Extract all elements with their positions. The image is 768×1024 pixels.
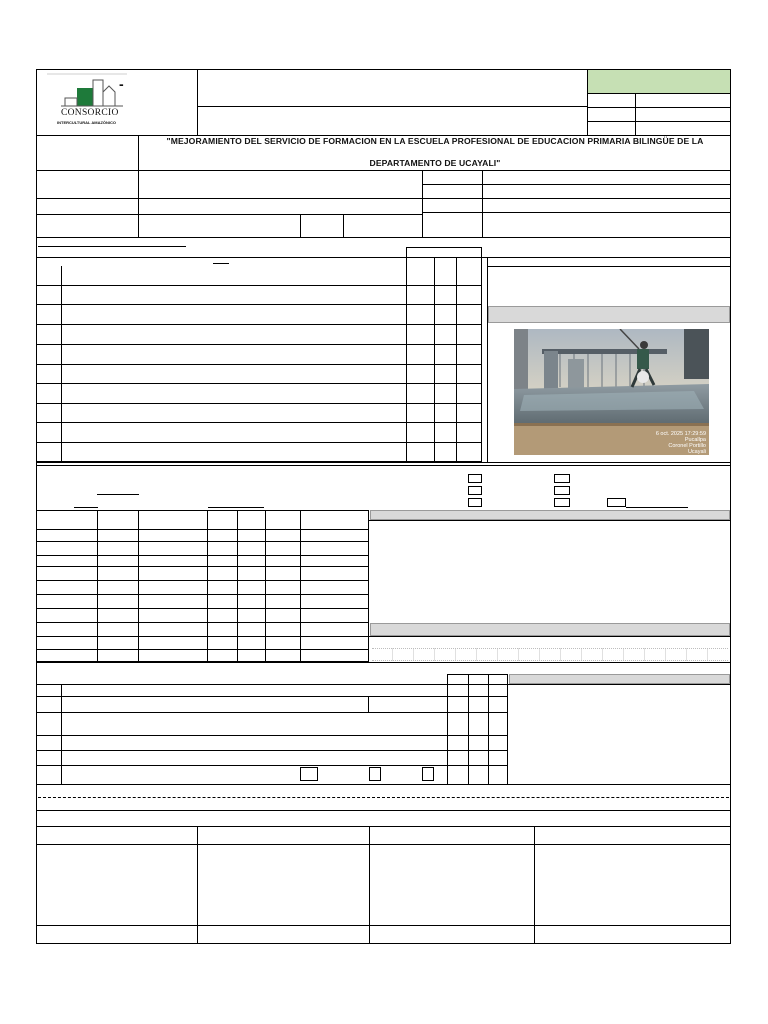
photo-timestamp: 6 oct. 2025 17:29:59 xyxy=(655,431,706,437)
dashed-separator xyxy=(38,797,729,798)
site-photo xyxy=(514,329,709,455)
signature-table xyxy=(36,826,731,944)
observations-header-bar xyxy=(370,510,730,520)
checkbox-8[interactable] xyxy=(300,767,318,781)
checkbox-2[interactable] xyxy=(468,486,482,495)
checkbox-6[interactable] xyxy=(554,498,570,507)
status-box xyxy=(588,70,730,94)
notes-header-bar xyxy=(370,623,730,636)
checkbox-3[interactable] xyxy=(468,498,482,507)
project-title-line-2: DEPARTAMENTO DE UCAYALI" xyxy=(369,158,501,168)
checkbox-10[interactable] xyxy=(422,767,434,781)
checkbox-7[interactable] xyxy=(607,498,626,507)
checkbox-4[interactable] xyxy=(554,474,570,483)
header-mark: - xyxy=(119,76,124,92)
photo-street: Coronel Portillo xyxy=(668,443,706,449)
photo-place: Pucallpa xyxy=(684,437,706,443)
company-subtitle: INTERCULTURAL AMAZÓNICO xyxy=(57,120,117,125)
checkbox-9[interactable] xyxy=(369,767,381,781)
photo-header-bar xyxy=(488,306,730,323)
checkbox-1[interactable] xyxy=(468,474,482,483)
checklist-table xyxy=(36,266,482,462)
project-title-line-1: "MEJORAMIENTO DEL SERVICIO DE FORMACION EN LA ESCUELA PROFESIONAL DE EDUCACION PRIMARIA BILINGÜE DE LA xyxy=(166,136,704,146)
company-name: CONSORCIO xyxy=(61,108,119,118)
checkbox-5[interactable] xyxy=(554,486,570,495)
remarks-header-bar xyxy=(509,674,730,684)
photo-region: Ucayali xyxy=(687,449,706,455)
inspection-table xyxy=(36,674,508,784)
materials-table xyxy=(36,510,369,662)
logo-block xyxy=(37,70,197,134)
dotted-field xyxy=(372,648,728,661)
